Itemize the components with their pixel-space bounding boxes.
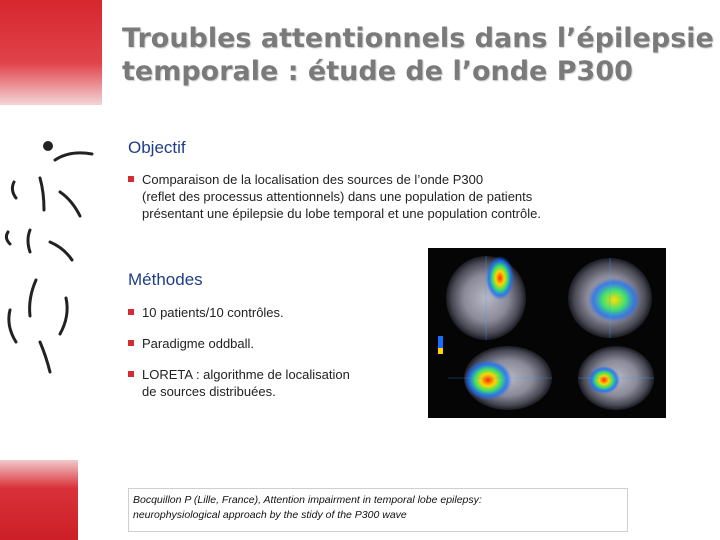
objectif-bullet-list (128, 171, 541, 236)
red-corner-bottom (0, 460, 78, 540)
title-line: temporale : étude de l’onde P300 (122, 56, 633, 87)
bullet-line: (reflet des processus attentionnels) dans une population de patients (142, 189, 533, 204)
list-item (128, 335, 350, 352)
objectif-heading: Objectif (128, 138, 186, 157)
bullet-line: Paradigme oddball. (142, 336, 255, 351)
bullet-line: 10 patients/10 contrôles. (142, 305, 284, 320)
reference-line: neurophysiological approach by the stidy of the P300 wave (133, 509, 407, 521)
red-corner-top (0, 0, 102, 105)
brain-mri-image (428, 248, 666, 418)
bullet-square-icon (128, 371, 134, 377)
bullet-square-icon (128, 309, 134, 315)
list-item (128, 171, 541, 222)
methodes-heading: Méthodes (128, 270, 203, 289)
methodes-bullet-list (128, 304, 350, 414)
reference-line: Bocquillon P (Lille, France), Attention impairment in temporal lobe epilepsy: (133, 494, 482, 506)
running-figure-illustration (0, 120, 102, 420)
slide-title (122, 22, 712, 88)
list-item (128, 304, 350, 321)
reference-box (128, 488, 628, 532)
bullet-line: présentant une épilepsie du lobe temporal et une population contrôle. (142, 206, 541, 221)
title-line: Troubles attentionnels dans l’épilepsie (122, 23, 714, 54)
bullet-square-icon (128, 176, 134, 182)
brain-imaging-panel (428, 248, 666, 418)
bullet-square-icon (128, 340, 134, 346)
bullet-line: Comparaison de la localisation des sources de l’onde P300 (142, 172, 484, 187)
list-item (128, 366, 350, 400)
bullet-line: de sources distribuées. (142, 384, 276, 399)
bullet-line: LORETA : algorithme de localisation (142, 367, 350, 382)
